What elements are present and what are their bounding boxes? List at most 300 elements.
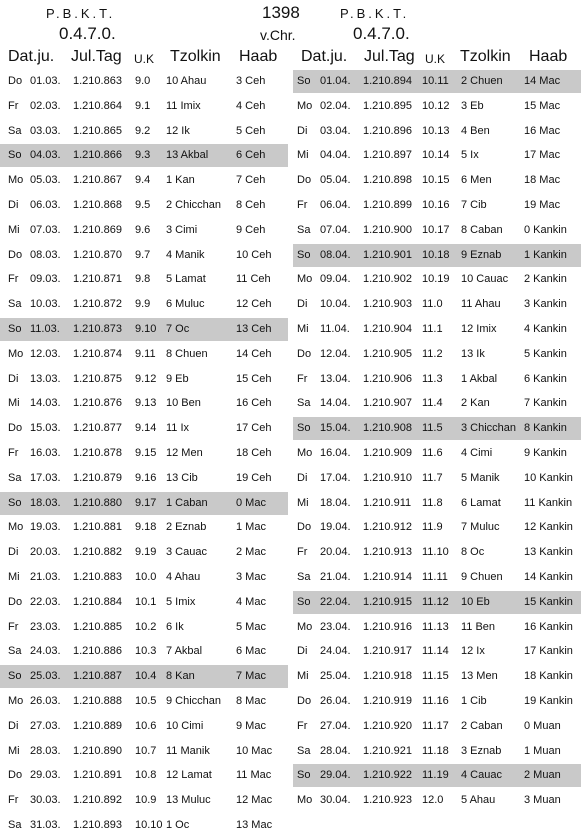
uk-cell: 10.14 — [422, 149, 450, 162]
weekday-cell: Mo — [8, 521, 24, 534]
julian-day-cell: 1.210.919 — [363, 694, 412, 707]
uk-cell: 11.11 — [422, 570, 448, 583]
date-cell: 31.03. — [30, 818, 61, 831]
julian-day-cell: 1.210.900 — [363, 223, 412, 236]
tzolkin-cell: 9 Eb — [166, 372, 189, 385]
julian-day-cell: 1.210.886 — [73, 645, 122, 658]
uk-cell: 12.0 — [422, 794, 444, 807]
uk-cell: 9.5 — [135, 198, 151, 211]
uk-cell: 11.14 — [422, 645, 449, 658]
julian-day-cell: 1.210.904 — [363, 322, 412, 335]
table-row — [293, 764, 581, 787]
date-cell: 03.04. — [320, 124, 351, 137]
table-row — [293, 541, 581, 564]
weekday-cell: Di — [297, 298, 308, 311]
table-row — [293, 591, 581, 614]
uk-cell: 9.13 — [135, 397, 157, 410]
tzolkin-cell: 7 Cib — [461, 198, 487, 211]
uk-cell: 10.8 — [135, 769, 157, 782]
table-row — [0, 268, 288, 291]
date-cell: 04.04. — [320, 149, 351, 162]
julian-day-cell: 1.210.876 — [73, 397, 122, 410]
julian-day-cell: 1.210.885 — [73, 620, 122, 633]
uk-cell: 11.19 — [422, 769, 449, 782]
uk-cell: 10.15 — [422, 174, 450, 187]
haab-cell: 10 Kankin — [524, 471, 573, 484]
julian-day-cell: 1.210.891 — [73, 769, 122, 782]
weekday-cell: Sa — [297, 744, 311, 757]
uk-cell: 9.10 — [135, 322, 157, 335]
era-subtitle: v.Chr. — [260, 27, 296, 43]
date-cell: 30.04. — [320, 794, 351, 807]
table-row — [293, 616, 581, 639]
tzolkin-cell: 5 Ahau — [461, 794, 496, 807]
table-row — [293, 244, 581, 267]
haab-cell: 0 Mac — [236, 496, 266, 509]
weekday-cell: Sa — [297, 397, 311, 410]
table-row — [0, 492, 288, 515]
table-row — [0, 95, 288, 118]
julian-day-cell: 1.210.889 — [73, 719, 122, 732]
haab-cell: 19 Mac — [524, 198, 561, 211]
uk-cell: 9.17 — [135, 496, 157, 509]
julian-day-cell: 1.210.873 — [73, 322, 122, 335]
table-row — [293, 715, 581, 738]
haab-cell: 9 Kankin — [524, 446, 567, 459]
table-row — [293, 293, 581, 316]
col-jd-header: Jul.Tag — [71, 48, 122, 65]
weekday-cell: Di — [297, 645, 308, 658]
tzolkin-cell: 10 Eb — [461, 595, 490, 608]
uk-cell: 9.16 — [135, 471, 157, 484]
table-row — [293, 640, 581, 663]
tzolkin-cell: 10 Cauac — [461, 273, 509, 286]
haab-cell: 5 Kankin — [524, 347, 567, 360]
haab-cell: 7 Kankin — [524, 397, 567, 410]
date-cell: 15.03. — [30, 422, 61, 435]
uk-cell: 9.6 — [135, 223, 151, 236]
weekday-cell: So — [297, 75, 311, 87]
julian-day-cell: 1.210.901 — [363, 248, 412, 261]
weekday-cell: Mo — [8, 347, 24, 360]
date-cell: 25.03. — [30, 670, 61, 683]
haab-cell: 18 Ceh — [236, 446, 272, 459]
julian-day-cell: 1.210.910 — [363, 471, 412, 484]
weekday-cell: Mi — [297, 322, 309, 335]
tzolkin-cell: 9 Eznab — [461, 248, 502, 261]
table-row — [0, 591, 288, 614]
tzolkin-cell: 6 Men — [461, 174, 492, 187]
weekday-cell: Do — [8, 248, 23, 261]
tzolkin-cell: 6 Muluc — [166, 298, 205, 311]
uk-cell: 11.0 — [422, 298, 443, 311]
haab-cell: 5 Mac — [236, 620, 266, 633]
table-row — [293, 194, 581, 217]
julian-day-cell: 1.210.878 — [73, 446, 122, 459]
weekday-cell: Mi — [8, 744, 20, 757]
tzolkin-cell: 2 Chuen — [461, 75, 503, 87]
haab-cell: 4 Kankin — [524, 322, 567, 335]
haab-cell: 19 Kankin — [524, 694, 573, 707]
julian-day-cell: 1.210.884 — [73, 595, 122, 608]
julian-day-cell: 1.210.913 — [363, 546, 412, 559]
uk-cell: 10.12 — [422, 99, 450, 112]
haab-cell: 4 Mac — [236, 595, 266, 608]
uk-cell: 9.14 — [135, 422, 157, 435]
tzolkin-cell: 11 Ben — [461, 620, 496, 633]
haab-cell: 11 Mac — [236, 769, 272, 782]
tzolkin-cell: 3 Cimi — [166, 223, 198, 236]
tzolkin-cell: 13 Men — [461, 670, 498, 683]
haab-cell: 3 Kankin — [524, 298, 567, 311]
date-cell: 05.03. — [30, 174, 61, 187]
date-cell: 06.03. — [30, 198, 61, 211]
tzolkin-cell: 12 Lamat — [166, 769, 212, 782]
weekday-cell: Mo — [297, 446, 313, 459]
tzolkin-cell: 8 Oc — [461, 546, 485, 559]
tzolkin-cell: 4 Ahau — [166, 570, 201, 583]
tzolkin-cell: 11 Manik — [166, 744, 210, 757]
date-cell: 10.04. — [320, 298, 351, 311]
table-row — [0, 392, 288, 415]
tzolkin-cell: 12 Men — [166, 446, 203, 459]
weekday-cell: So — [297, 769, 311, 782]
haab-cell: 14 Ceh — [236, 347, 272, 360]
weekday-cell: Di — [8, 198, 19, 211]
date-cell: 06.04. — [320, 198, 351, 211]
julian-day-cell: 1.210.892 — [73, 794, 122, 807]
table-row — [0, 541, 288, 564]
haab-cell: 11 Kankin — [524, 496, 573, 509]
julian-day-cell: 1.210.906 — [363, 372, 412, 385]
tzolkin-cell: 5 Ix — [461, 149, 479, 162]
uk-cell: 11.16 — [422, 694, 449, 707]
date-cell: 26.04. — [320, 694, 351, 707]
tzolkin-cell: 13 Ik — [461, 347, 485, 360]
date-cell: 16.03. — [30, 446, 61, 459]
right-header-label: P.B.K.T. — [340, 6, 410, 21]
tzolkin-cell: 2 Caban — [461, 719, 503, 732]
date-cell: 09.03. — [30, 273, 61, 286]
weekday-cell: Mi — [8, 397, 20, 410]
date-cell: 02.04. — [320, 99, 351, 112]
julian-day-cell: 1.210.898 — [363, 174, 412, 187]
weekday-cell: Mo — [8, 174, 24, 187]
haab-cell: 19 Ceh — [236, 471, 272, 484]
weekday-cell: Do — [8, 75, 23, 87]
calendar-table-april — [293, 70, 581, 814]
date-cell: 20.04. — [320, 546, 351, 559]
date-cell: 26.03. — [30, 694, 61, 707]
weekday-cell: Mi — [8, 570, 20, 583]
date-cell: 14.03. — [30, 397, 61, 410]
tzolkin-cell: 10 Ahau — [166, 75, 207, 87]
table-row — [293, 70, 581, 93]
julian-day-cell: 1.210.911 — [363, 496, 412, 509]
weekday-cell: Do — [297, 694, 312, 707]
uk-cell: 9.19 — [135, 546, 157, 559]
julian-day-cell: 1.210.864 — [73, 99, 122, 112]
table-row — [293, 740, 581, 763]
haab-cell: 15 Mac — [524, 99, 561, 112]
col-uk-header: U.K — [425, 52, 446, 66]
date-cell: 19.04. — [320, 521, 351, 534]
uk-cell: 11.8 — [422, 496, 443, 509]
haab-cell: 15 Kankin — [524, 595, 573, 608]
julian-day-cell: 1.210.908 — [363, 422, 412, 435]
haab-cell: 12 Kankin — [524, 521, 573, 534]
table-row — [0, 194, 288, 217]
julian-day-cell: 1.210.905 — [363, 347, 412, 360]
date-cell: 11.03. — [30, 322, 60, 335]
weekday-cell: Mo — [297, 794, 313, 807]
table-row — [293, 219, 581, 242]
uk-cell: 9.1 — [135, 99, 151, 112]
haab-cell: 8 Ceh — [236, 198, 266, 211]
table-row — [0, 244, 288, 267]
table-row — [0, 764, 288, 787]
tzolkin-cell: 6 Lamat — [461, 496, 501, 509]
table-row — [0, 293, 288, 316]
tzolkin-cell: 8 Kan — [166, 670, 195, 683]
date-cell: 12.04. — [320, 347, 351, 360]
tzolkin-cell: 10 Cimi — [166, 719, 204, 732]
date-cell: 08.03. — [30, 248, 61, 261]
uk-cell: 11.5 — [422, 422, 443, 435]
date-cell: 28.04. — [320, 744, 351, 757]
table-row — [293, 169, 581, 192]
haab-cell: 18 Kankin — [524, 670, 573, 683]
date-cell: 19.03. — [30, 521, 61, 534]
table-row — [0, 169, 288, 192]
julian-day-cell: 1.210.896 — [363, 124, 412, 137]
julian-day-cell: 1.210.899 — [363, 198, 412, 211]
uk-cell: 10.1 — [135, 595, 157, 608]
uk-cell: 10.13 — [422, 124, 450, 137]
weekday-cell: So — [297, 595, 311, 608]
table-row — [0, 566, 288, 589]
date-cell: 07.03. — [30, 223, 61, 236]
tzolkin-cell: 5 Manik — [461, 471, 500, 484]
table-row — [293, 268, 581, 291]
haab-cell: 14 Kankin — [524, 570, 573, 583]
date-cell: 16.04. — [320, 446, 351, 459]
tzolkin-cell: 8 Chuen — [166, 347, 208, 360]
haab-cell: 0 Muan — [524, 719, 561, 732]
uk-cell: 10.5 — [135, 694, 157, 707]
uk-cell: 11.7 — [422, 471, 443, 484]
table-row — [0, 715, 288, 738]
date-cell: 29.03. — [30, 769, 61, 782]
tzolkin-cell: 10 Ben — [166, 397, 201, 410]
julian-day-cell: 1.210.881 — [73, 521, 122, 534]
table-row — [293, 442, 581, 465]
julian-day-cell: 1.210.912 — [363, 521, 412, 534]
haab-cell: 3 Muan — [524, 794, 561, 807]
table-row — [0, 516, 288, 539]
uk-cell: 11.9 — [422, 521, 443, 534]
table-row — [293, 690, 581, 713]
table-row — [293, 467, 581, 490]
tzolkin-cell: 1 Oc — [166, 818, 190, 831]
tzolkin-cell: 7 Muluc — [461, 521, 500, 534]
haab-cell: 10 Ceh — [236, 248, 272, 261]
tzolkin-cell: 8 Caban — [461, 223, 503, 236]
tzolkin-cell: 2 Eznab — [166, 521, 207, 534]
julian-day-cell: 1.210.917 — [363, 645, 412, 658]
tzolkin-cell: 4 Cauac — [461, 769, 502, 782]
julian-day-cell: 1.210.890 — [73, 744, 122, 757]
uk-cell: 10.18 — [422, 248, 450, 261]
uk-cell: 11.6 — [422, 446, 443, 459]
tzolkin-cell: 3 Eb — [461, 99, 484, 112]
julian-day-cell: 1.210.867 — [73, 174, 122, 187]
haab-cell: 8 Kankin — [524, 422, 567, 435]
table-row — [0, 690, 288, 713]
table-row — [293, 343, 581, 366]
julian-day-cell: 1.210.872 — [73, 298, 122, 311]
weekday-cell: Fr — [297, 198, 308, 211]
weekday-cell: Fr — [297, 546, 308, 559]
haab-cell: 12 Mac — [236, 794, 273, 807]
col-jd-header: Jul.Tag — [364, 48, 415, 65]
weekday-cell: Fr — [8, 99, 19, 112]
uk-cell: 10.10 — [135, 818, 163, 831]
tzolkin-cell: 11 Imix — [166, 99, 201, 112]
julian-day-cell: 1.210.916 — [363, 620, 412, 633]
weekday-cell: Do — [297, 521, 312, 534]
julian-day-cell: 1.210.915 — [363, 595, 412, 608]
table-row — [293, 95, 581, 118]
weekday-cell: Do — [8, 595, 23, 608]
table-row — [0, 318, 288, 341]
date-cell: 21.04. — [320, 570, 351, 583]
julian-day-cell: 1.210.871 — [73, 273, 122, 286]
tzolkin-cell: 12 Imix — [461, 322, 497, 335]
uk-cell: 11.13 — [422, 620, 449, 633]
left-header-code: 0.4.7.0. — [59, 24, 116, 43]
weekday-cell: So — [297, 248, 311, 261]
haab-cell: 7 Ceh — [236, 174, 266, 187]
haab-cell: 1 Muan — [524, 744, 561, 757]
table-row — [293, 492, 581, 515]
date-cell: 28.03. — [30, 744, 61, 757]
haab-cell: 6 Mac — [236, 645, 266, 658]
tzolkin-cell: 9 Chuen — [461, 570, 503, 583]
haab-cell: 16 Mac — [524, 124, 561, 137]
weekday-cell: Sa — [8, 818, 22, 831]
table-row — [293, 566, 581, 589]
tzolkin-cell: 9 Chicchan — [166, 694, 222, 707]
table-row — [0, 740, 288, 763]
date-cell: 18.03. — [30, 496, 61, 509]
uk-cell: 10.2 — [135, 620, 157, 633]
weekday-cell: Mi — [8, 223, 20, 236]
table-row — [293, 417, 581, 440]
tzolkin-cell: 13 Cib — [166, 471, 198, 484]
tzolkin-cell: 12 Ik — [166, 124, 190, 137]
table-row — [0, 640, 288, 663]
col-haab-header: Haab — [239, 48, 278, 65]
julian-day-cell: 1.210.865 — [73, 124, 122, 137]
uk-cell: 11.4 — [422, 397, 443, 410]
julian-day-cell: 1.210.863 — [73, 75, 122, 87]
uk-cell: 10.4 — [135, 670, 157, 683]
haab-cell: 2 Kankin — [524, 273, 567, 286]
uk-cell: 11.15 — [422, 670, 449, 683]
uk-cell: 9.4 — [135, 174, 151, 187]
date-cell: 30.03. — [30, 794, 61, 807]
weekday-cell: Mi — [297, 496, 309, 509]
date-cell: 11.04. — [320, 322, 350, 335]
tzolkin-cell: 6 Ik — [166, 620, 184, 633]
haab-cell: 2 Muan — [524, 769, 561, 782]
uk-cell: 9.12 — [135, 372, 157, 385]
table-row — [0, 467, 288, 490]
weekday-cell: Fr — [8, 446, 19, 459]
weekday-cell: Sa — [8, 124, 22, 137]
date-cell: 25.04. — [320, 670, 351, 683]
date-cell: 22.03. — [30, 595, 61, 608]
julian-day-cell: 1.210.918 — [363, 670, 412, 683]
table-row — [0, 665, 288, 688]
julian-day-cell: 1.210.877 — [73, 422, 122, 435]
haab-cell: 4 Ceh — [236, 99, 266, 112]
tzolkin-cell: 1 Caban — [166, 496, 208, 509]
uk-cell: 10.3 — [135, 645, 157, 658]
julian-day-cell: 1.210.921 — [363, 744, 412, 757]
date-cell: 12.03. — [30, 347, 61, 360]
date-cell: 24.03. — [30, 645, 61, 658]
tzolkin-cell: 7 Akbal — [166, 645, 203, 658]
weekday-cell: Sa — [8, 645, 22, 658]
date-cell: 20.03. — [30, 546, 61, 559]
table-row — [293, 368, 581, 391]
haab-cell: 17 Kankin — [524, 645, 573, 658]
julian-day-cell: 1.210.909 — [363, 446, 412, 459]
uk-cell: 9.2 — [135, 124, 151, 137]
tzolkin-cell: 4 Cimi — [461, 446, 493, 459]
haab-cell: 14 Mac — [524, 75, 561, 87]
date-cell: 23.04. — [320, 620, 351, 633]
julian-day-cell: 1.210.920 — [363, 719, 412, 732]
uk-cell: 10.19 — [422, 273, 450, 286]
table-row — [0, 120, 288, 143]
weekday-cell: Mo — [8, 694, 24, 707]
date-cell: 02.03. — [30, 99, 61, 112]
weekday-cell: Do — [8, 422, 23, 435]
uk-cell: 11.10 — [422, 546, 449, 559]
uk-cell: 10.9 — [135, 794, 157, 807]
haab-cell: 1 Mac — [236, 521, 266, 534]
haab-cell: 13 Kankin — [524, 546, 573, 559]
uk-cell: 10.7 — [135, 744, 157, 757]
tzolkin-cell: 1 Kan — [166, 174, 195, 187]
date-cell: 29.04. — [320, 769, 351, 782]
weekday-cell: Fr — [8, 273, 19, 286]
julian-day-cell: 1.210.923 — [363, 794, 412, 807]
uk-cell: 9.7 — [135, 248, 151, 261]
uk-cell: 10.0 — [135, 570, 157, 583]
julian-day-cell: 1.210.879 — [73, 471, 122, 484]
tzolkin-cell: 13 Muluc — [166, 794, 211, 807]
haab-cell: 9 Ceh — [236, 223, 266, 236]
tzolkin-cell: 11 Ahau — [461, 298, 501, 311]
haab-cell: 0 Kankin — [524, 223, 567, 236]
right-column-headers — [293, 48, 581, 70]
haab-cell: 13 Mac — [236, 818, 273, 831]
weekday-cell: Mo — [297, 620, 313, 633]
